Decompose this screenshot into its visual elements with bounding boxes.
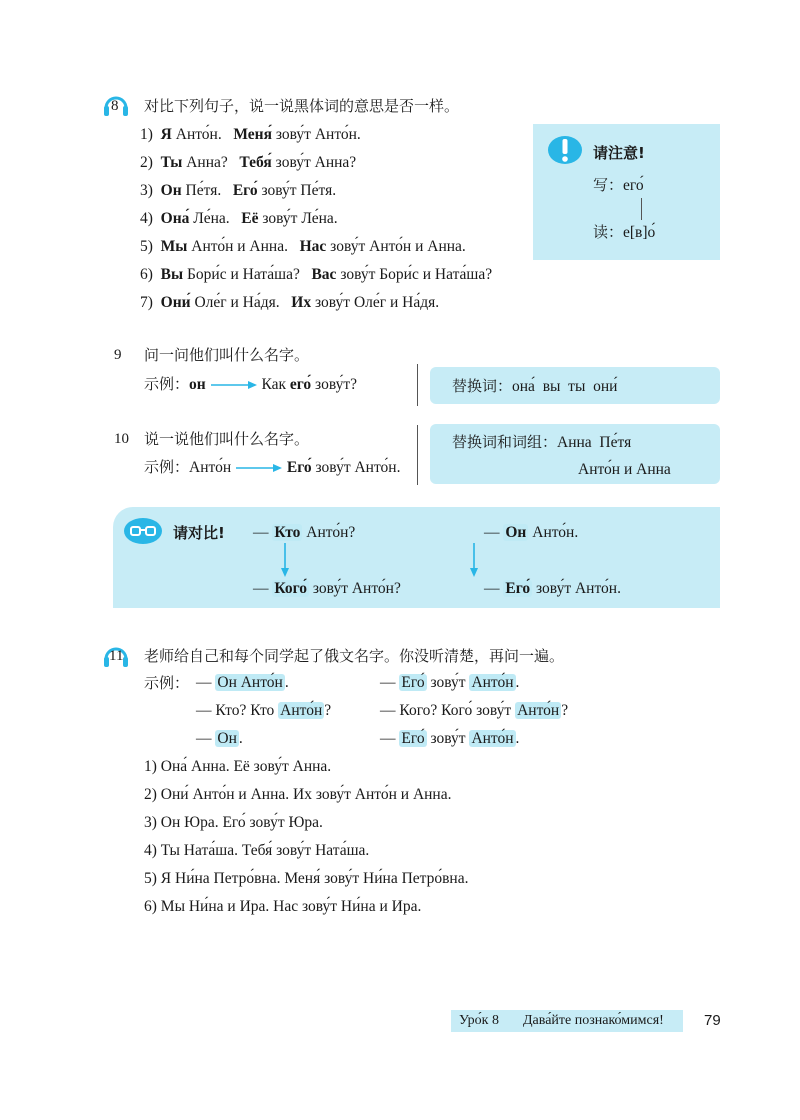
glasses-icon [123, 517, 163, 545]
compare-box: 请对比! — Кто Анто́н? — Кого́ зову́т Анто́н? — Он Анто́н. — Его́ зову́т Анто́н. [113, 507, 720, 608]
list-item: 7) Они́ Оле́г и На́дя. Их зову́т Оле́г и На́дя. [140, 294, 440, 311]
dialog-line: — Его́ зову́т Анто́н . [380, 730, 520, 747]
arrow-down-icon [280, 543, 290, 577]
divider [417, 364, 418, 406]
exercise-number: 8 [111, 98, 119, 114]
compare-right-bottom: — Его́ зову́т Анто́н. [484, 580, 621, 597]
attention-note-box: 请注意! 写：его́ 读：е[в]о́ [533, 124, 720, 260]
list-item: 4) Ты Ната́ша. Тебя́ зову́т Ната́ша. [144, 842, 370, 859]
substitution-box: 替换词：она́ вы ты они́ [430, 367, 720, 404]
exercise-instruction: 问一问他们叫什么名字。 [144, 346, 310, 364]
list-item: 3) Он Пе́тя. Его́ зову́т Пе́тя. [140, 182, 337, 199]
exercise-instruction: 对比下列句子，说一说黑体词的意思是否一样。 [144, 97, 460, 115]
list-item: 5) Я Ни́на Петро́вна. Меня́ зову́т Ни́на Петро́вна. [144, 870, 469, 887]
note-title: 请注意 [593, 144, 639, 162]
page-number: 79 [704, 1012, 721, 1029]
list-item: 2) Ты Анна? Тебя́ зову́т Анна? [140, 154, 357, 171]
exclamation-icon [547, 134, 583, 166]
example-label: 示例： [144, 674, 190, 692]
list-item: 2) Они́ Анто́н и Анна. Их зову́т Анто́н и Анна. [144, 786, 452, 803]
exercise-number: 9 [114, 347, 122, 363]
divider [641, 198, 642, 220]
lesson-label: Уро́к 8 [459, 1013, 499, 1028]
exercise-instruction: 老师给自己和每个同学起了俄文名字。你没听清楚，再问一遍。 [144, 647, 565, 665]
read-line: 读：е[в]о́ [593, 223, 656, 241]
dialog-line: — Он Анто́н . [196, 674, 289, 691]
dialog-line: — Кого? Кого́ зову́т Анто́н ? [380, 702, 569, 719]
compare-right-top: — Он Анто́н. [484, 524, 579, 541]
exercise-number: 11 [109, 648, 124, 664]
divider [417, 425, 418, 485]
list-item: 6) Мы Ни́на и Ира. Нас зову́т Ни́на и Ира. [144, 898, 422, 915]
compare-title: 请对比 [173, 524, 219, 542]
compare-left-bottom: — Кого́ зову́т Анто́н? [253, 580, 401, 597]
substitution-box: 替换词和词组：Анна Пе́тя Анто́н и Анна [430, 424, 720, 484]
lesson-footer [451, 1010, 683, 1032]
dialog-line: — Кто? Кто Анто́н ? [196, 702, 332, 719]
list-item: 5) Мы Анто́н и Анна. Нас зову́т Анто́н и Анна. [140, 238, 466, 255]
lesson-title: Дава́йте познако́мимся! [523, 1013, 664, 1028]
exercise-number: 10 [114, 431, 129, 447]
compare-left-top: — Кто Анто́н? [253, 524, 356, 541]
exercise-instruction: 说一说他们叫什么名字。 [144, 430, 310, 448]
dialog-line: — Его́ зову́т Анто́н . [380, 674, 520, 691]
list-item: 4) Она́ Ле́на. Её зову́т Ле́на. [140, 210, 338, 227]
example-line: 示例：он Как его́ зову́т? [144, 375, 358, 393]
list-item: 1) Она́ Анна. Её зову́т Анна. [144, 758, 332, 775]
dialog-line: — Он . [196, 730, 243, 747]
write-line: 写：его́ [593, 176, 644, 194]
arrow-right-icon [210, 380, 258, 390]
arrow-down-icon [469, 543, 479, 577]
list-item: 1) Я Анто́н. Меня́ зову́т Анто́н. [140, 126, 361, 143]
list-item: 6) Вы Бори́с и Ната́ша? Вас зову́т Бори́с и Ната́ша? [140, 266, 493, 283]
example-line: 示例：Анто́н Его́ зову́т Анто́н. [144, 458, 401, 476]
arrow-right-icon [235, 463, 283, 473]
list-item: 3) Он Юра. Его́ зову́т Юра. [144, 814, 323, 831]
